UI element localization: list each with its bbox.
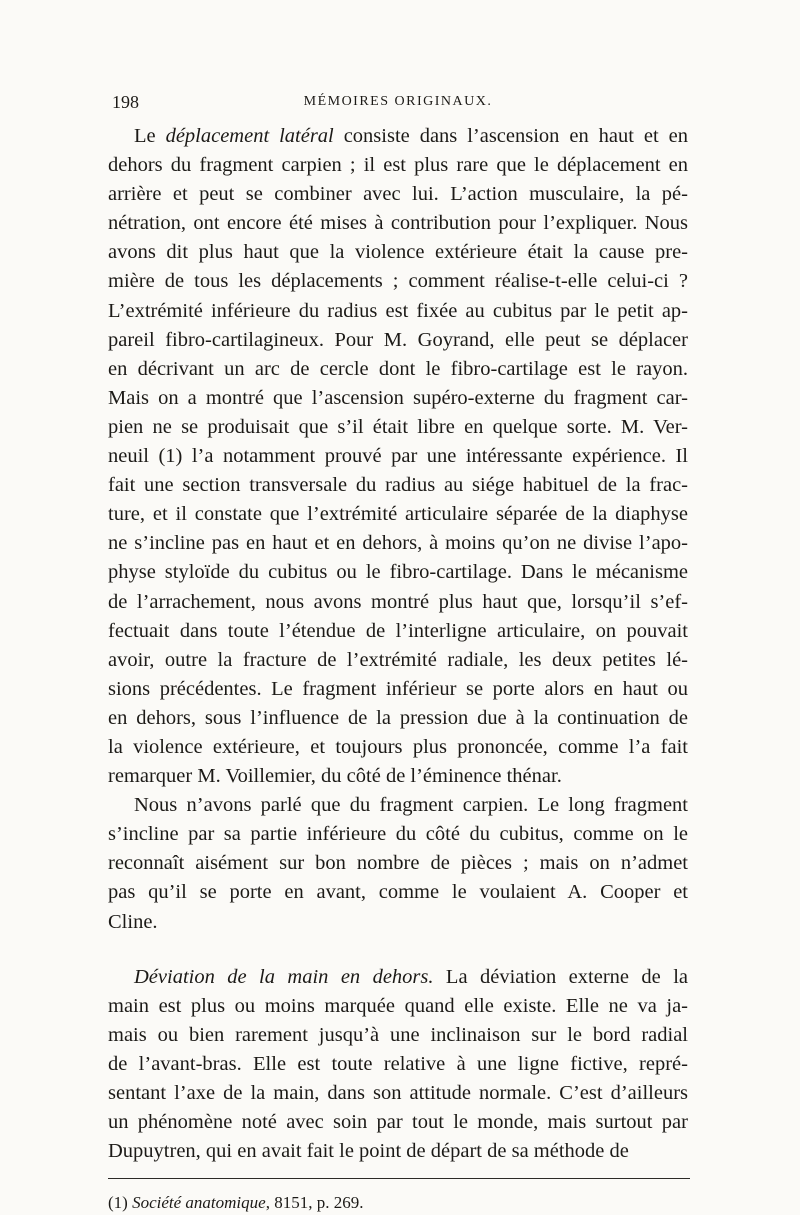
text-line <box>108 646 688 675</box>
text-line <box>108 762 688 791</box>
line-text: Cline. <box>108 910 158 933</box>
line-text: neuil (1) l’a notamment prouvé par une intéressante expérience. Il <box>108 445 688 468</box>
footnote-source: Société anatomique <box>132 1193 266 1213</box>
line-text: un phénomène noté avec soin par tout le monde, mais surtout par <box>108 1111 688 1134</box>
text-line <box>108 209 688 238</box>
line-text: pareil fibro-cartilagineux. Pour M. Goyrand, elle peut se déplacer <box>108 328 688 351</box>
line-text: Mais on a montré que l’ascension supéro-externe du fragment car- <box>108 386 688 409</box>
text-line <box>108 675 688 704</box>
text-line <box>108 529 688 558</box>
text-line <box>108 992 688 1021</box>
line-text: remarquer M. Voillemier, du côté de l’éminence thénar. <box>108 765 562 788</box>
line-text: consiste dans l’ascension en haut et en <box>333 125 688 147</box>
footnote-marker: (1) <box>108 1193 133 1213</box>
line-text: Le <box>134 125 166 147</box>
text-line <box>108 908 688 937</box>
line-text: ne s’incline pas en haut et en dehors, à moins qu’on ne divise l’apo- <box>108 532 688 555</box>
italic-text: Déviation de la main en dehors. <box>134 965 434 988</box>
text-line <box>108 617 688 646</box>
line-text: sions précédentes. Le fragment inférieur se porte alors en haut ou <box>108 677 688 700</box>
text-line <box>108 1108 688 1137</box>
line-text: reconnaît aisément sur bon nombre de pièces ; mais on n’admet <box>108 852 688 875</box>
line-text: arrière et peut se combiner avec lui. L’action musculaire, la pé- <box>108 183 688 206</box>
text-line <box>108 326 688 355</box>
text-line <box>108 878 688 907</box>
line-text: s’incline par sa partie inférieure du côté du cubitus, comme on le <box>108 823 688 846</box>
italic-text: déplacement latéral <box>165 125 334 147</box>
line-text: mière de tous les déplacements ; comment réalise-t-elle celui-ci ? <box>108 270 688 293</box>
line-text: de l’arrachement, nous avons montré plus haut que, lorsqu’il s’ef- <box>108 590 688 613</box>
text-line <box>108 384 688 413</box>
text-line <box>108 558 688 587</box>
text-line <box>108 733 688 762</box>
line-text: L’extrémité inférieure du radius est fixée au cubitus par le petit ap- <box>108 299 688 322</box>
line-text: avoir, outre la fracture de l’extrémité radiale, les deux petites lé- <box>108 648 688 671</box>
document-page <box>108 92 688 1213</box>
text-line <box>108 1050 688 1079</box>
paragraph-lateral-displacement <box>108 122 688 791</box>
text-line <box>108 355 688 384</box>
line-text: sentant l’axe de la main, dans son attitude normale. C’est d’ailleurs <box>108 1082 688 1104</box>
text-line <box>108 849 688 878</box>
page-number: 198 <box>112 92 139 112</box>
paragraph-hand-deviation <box>108 963 688 1167</box>
line-text: Nous n’avons parlé que du fragment carpien. Le long fragment <box>134 794 688 817</box>
line-text: en dehors, sous l’influence de la pression due à la continuation de <box>108 706 688 729</box>
line-text: La déviation externe de la <box>433 965 688 988</box>
line-text: en décrivant un arc de cercle dont le fibro-cartilage est le rayon. <box>108 357 688 380</box>
text-line <box>108 1079 688 1108</box>
text-line <box>108 122 688 151</box>
line-text: Dupuytren, qui en avait fait le point de départ de sa méthode de <box>108 1140 629 1163</box>
running-head: MÉMOIRES ORIGINAUX. <box>303 94 493 109</box>
line-text: de l’avant-bras. Elle est toute relative à une ligne fictive, repré- <box>108 1052 688 1075</box>
line-text: la violence extérieure, et toujours plus prononcée, comme l’a fait <box>108 735 688 758</box>
text-line <box>108 180 688 209</box>
paragraph-long-fragment <box>108 791 688 936</box>
text-line <box>108 297 688 326</box>
text-line <box>108 267 688 296</box>
line-text: dehors du fragment carpien ; il est plus rare que le déplacement en <box>108 154 688 177</box>
text-line <box>108 588 688 617</box>
line-text: pien ne se produisait que s’il était libre en quelque sorte. M. Ver- <box>108 415 688 438</box>
text-line <box>108 820 688 849</box>
page-header <box>108 92 688 122</box>
text-line <box>108 500 688 529</box>
text-line <box>108 238 688 267</box>
text-line <box>108 471 688 500</box>
footnote-divider <box>108 1178 690 1179</box>
text-line <box>108 704 688 733</box>
text-line <box>108 791 688 820</box>
line-text: fectuait dans toute l’étendue de l’interligne articulaire, on pouvait <box>108 619 688 642</box>
line-text: ture, et il constate que l’extrémité articulaire séparée de la diaphyse <box>108 503 688 526</box>
text-line <box>108 151 688 180</box>
line-text: nétration, ont encore été mises à contribution pour l’expliquer. Nous <box>108 212 688 235</box>
line-text: avons dit plus haut que la violence extérieure était la cause pre- <box>108 241 688 264</box>
text-line <box>108 442 688 471</box>
text-line <box>108 963 688 992</box>
line-text: pas qu’il se porte en avant, comme le voulaient A. Cooper et <box>108 881 688 904</box>
footnote <box>108 1193 688 1213</box>
text-line <box>108 413 688 442</box>
line-text: fait une section transversale du radius au siége habituel de la frac- <box>108 474 688 497</box>
line-text: main est plus ou moins marquée quand elle existe. Elle ne va ja- <box>108 994 688 1017</box>
text-line <box>108 1021 688 1050</box>
footnote-details: , 8151, p. 269. <box>265 1193 364 1213</box>
line-text: physe styloïde du cubitus ou le fibro-cartilage. Dans le mécanisme <box>108 561 688 584</box>
text-line <box>108 1137 688 1166</box>
line-text: mais ou bien rarement jusqu’à une inclinaison sur le bord radial <box>108 1023 688 1046</box>
